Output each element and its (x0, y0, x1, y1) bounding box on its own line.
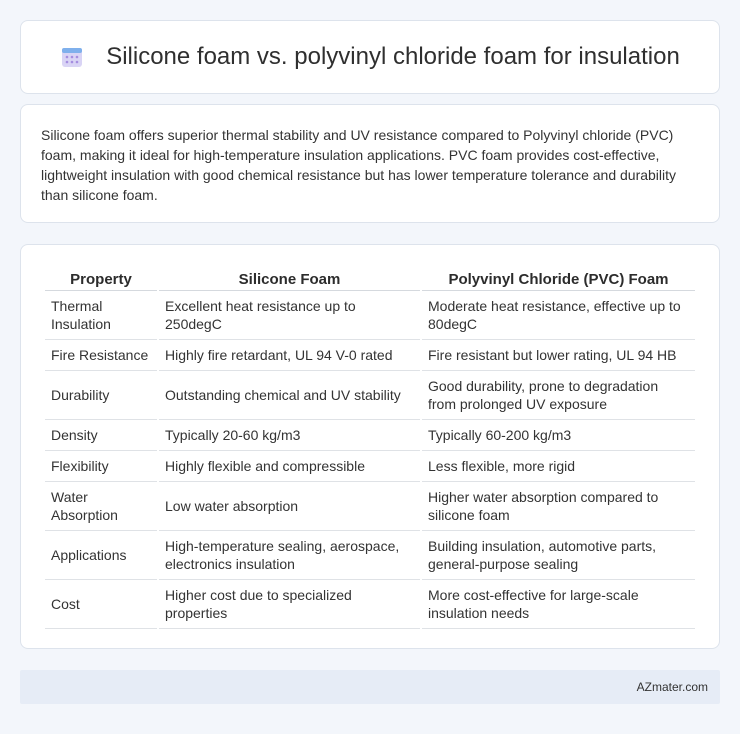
pvc-cell: Typically 60-200 kg/m3 (422, 420, 695, 451)
silicone-cell: Typically 20-60 kg/m3 (159, 420, 420, 451)
property-cell: Durability (45, 371, 157, 420)
silicone-cell: High-temperature sealing, aerospace, electronics insulation (159, 531, 420, 580)
silicone-cell: Higher cost due to specialized properties (159, 580, 420, 629)
table-row (45, 371, 695, 420)
silicone-cell: Highly flexible and compressible (159, 451, 420, 482)
table-row (45, 531, 695, 580)
pvc-cell: Less flexible, more rigid (422, 451, 695, 482)
pvc-cell: Building insulation, automotive parts, general-purpose sealing (422, 531, 695, 580)
table-row (45, 420, 695, 451)
calendar-icon (60, 45, 84, 69)
property-cell: Cost (45, 580, 157, 629)
table-row (45, 340, 695, 371)
property-cell: Applications (45, 531, 157, 580)
silicone-cell: Highly fire retardant, UL 94 V-0 rated (159, 340, 420, 371)
pvc-cell: More cost-effective for large-scale insulation needs (422, 580, 695, 629)
silicone-cell: Excellent heat resistance up to 250degC (159, 291, 420, 340)
property-cell: Fire Resistance (45, 340, 157, 371)
table-row (45, 451, 695, 482)
property-cell: Thermal Insulation (45, 291, 157, 340)
property-cell: Density (45, 420, 157, 451)
silicone-cell: Low water absorption (159, 482, 420, 531)
footer-bar (20, 670, 720, 704)
property-cell: Flexibility (45, 451, 157, 482)
pvc-cell: Good durability, prone to degradation from prolonged UV exposure (422, 371, 695, 420)
comparison-table-card (20, 244, 720, 649)
title-card (20, 20, 720, 94)
footer-brand[interactable]: AZmater.com (636, 680, 708, 694)
column-header-pvc: Polyvinyl Chloride (PVC) Foam (422, 265, 695, 291)
description-text: Silicone foam offers superior thermal stability and UV resistance compared to Polyvinyl chloride (PVC) foam, making it ideal for high-temperature insulation applications. PVC foam provides cost-effective, lightweight insulation with good chemical resistance but has lower temperature tolerance and durability than silicone foam. (41, 127, 677, 203)
comparison-table (43, 265, 697, 629)
table-row (45, 482, 695, 531)
silicone-cell: Outstanding chemical and UV stability (159, 371, 420, 420)
pvc-cell: Moderate heat resistance, effective up to 80degC (422, 291, 695, 340)
page-title: Silicone foam vs. polyvinyl chloride foam for insulation (106, 43, 680, 70)
property-cell: Water Absorption (45, 482, 157, 531)
pvc-cell: Fire resistant but lower rating, UL 94 HB (422, 340, 695, 371)
table-row (45, 580, 695, 629)
description-card (20, 104, 720, 223)
column-header-silicone: Silicone Foam (159, 265, 420, 291)
pvc-cell: Higher water absorption compared to silicone foam (422, 482, 695, 531)
table-header-row (45, 265, 695, 291)
column-header-property: Property (45, 265, 157, 291)
table-row (45, 291, 695, 340)
